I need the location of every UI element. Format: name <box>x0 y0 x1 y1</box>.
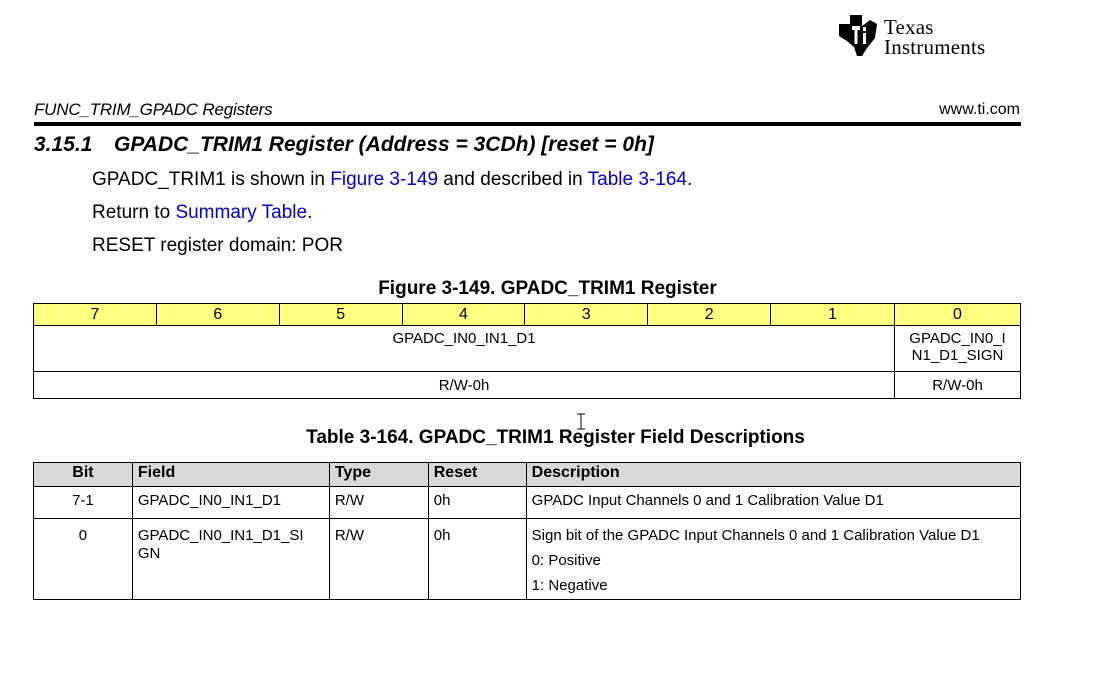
column-header-description: Description <box>526 463 1020 487</box>
register-diagram <box>33 303 1021 399</box>
cell-description: GPADC Input Channels 0 and 1 Calibration Value D1 <box>526 487 1020 519</box>
figure-title: Figure 3-149. GPADC_TRIM1 Register <box>378 278 717 299</box>
cell-bit: 7-1 <box>34 487 133 519</box>
cell-bit: 0 <box>34 519 133 600</box>
cell-reset: 0h <box>428 487 526 519</box>
register-field-sign: GPADC_IN0_I N1_D1_SIGN <box>895 326 1021 372</box>
ti-logo <box>836 12 1020 58</box>
column-header-reset: Reset <box>428 463 526 487</box>
reset-domain-text: RESET register domain: POR <box>92 235 343 256</box>
intro-paragraph-1: GPADC_TRIM1 is shown in Figure 3-149 and described in Table 3-164. <box>92 169 693 190</box>
register-field-main: GPADC_IN0_IN1_D1 <box>34 326 895 372</box>
column-header-type: Type <box>329 463 428 487</box>
register-access-sign: R/W-0h <box>895 372 1021 399</box>
cell-field: GPADC_IN0_IN1_D1 <box>132 487 329 519</box>
section-heading: GPADC_TRIM1 Register (Address = 3CDh) [reset = 0h] <box>114 133 654 156</box>
section-title <box>34 133 654 157</box>
bit-number: 2 <box>648 304 771 326</box>
table-title: Table 3-164. GPADC_TRIM1 Register Field Descriptions <box>306 427 805 448</box>
column-header-bit: Bit <box>34 463 133 487</box>
bit-number: 1 <box>771 304 895 326</box>
cell-description: Sign bit of the GPADC Input Channels 0 and 1 Calibration Value D1 0: Positive 1: Negative <box>526 519 1020 600</box>
cell-reset: 0h <box>428 519 526 600</box>
section-number: 3.15.1 <box>34 133 93 156</box>
ti-logo-wordmark: Texas Instruments <box>884 15 986 59</box>
table-link[interactable]: Table 3-164 <box>587 169 687 190</box>
ti-logo-icon <box>836 12 880 58</box>
cell-type: R/W <box>329 487 428 519</box>
table-row <box>34 487 1021 519</box>
page-header-section-name: FUNC_TRIM_GPADC Registers <box>34 100 273 119</box>
cell-field: GPADC_IN0_IN1_D1_SI GN <box>132 519 329 600</box>
bit-number: 5 <box>279 304 402 326</box>
bit-number: 3 <box>525 304 648 326</box>
field-description-table <box>33 462 1021 600</box>
table-row <box>34 519 1021 600</box>
table-header-row <box>34 463 1021 487</box>
intro-paragraph-2: Return to Summary Table. <box>92 202 313 223</box>
register-access-main: R/W-0h <box>34 372 895 399</box>
bit-number: 6 <box>156 304 279 326</box>
page-header-url[interactable]: www.ti.com <box>939 101 1020 118</box>
summary-table-link[interactable]: Summary Table <box>175 202 308 223</box>
column-header-field: Field <box>132 463 329 487</box>
bit-number: 4 <box>402 304 525 326</box>
bit-number: 7 <box>34 304 157 326</box>
cell-type: R/W <box>329 519 428 600</box>
figure-link[interactable]: Figure 3-149 <box>330 169 439 190</box>
header-rule <box>34 122 1021 126</box>
bit-number: 0 <box>895 304 1021 326</box>
